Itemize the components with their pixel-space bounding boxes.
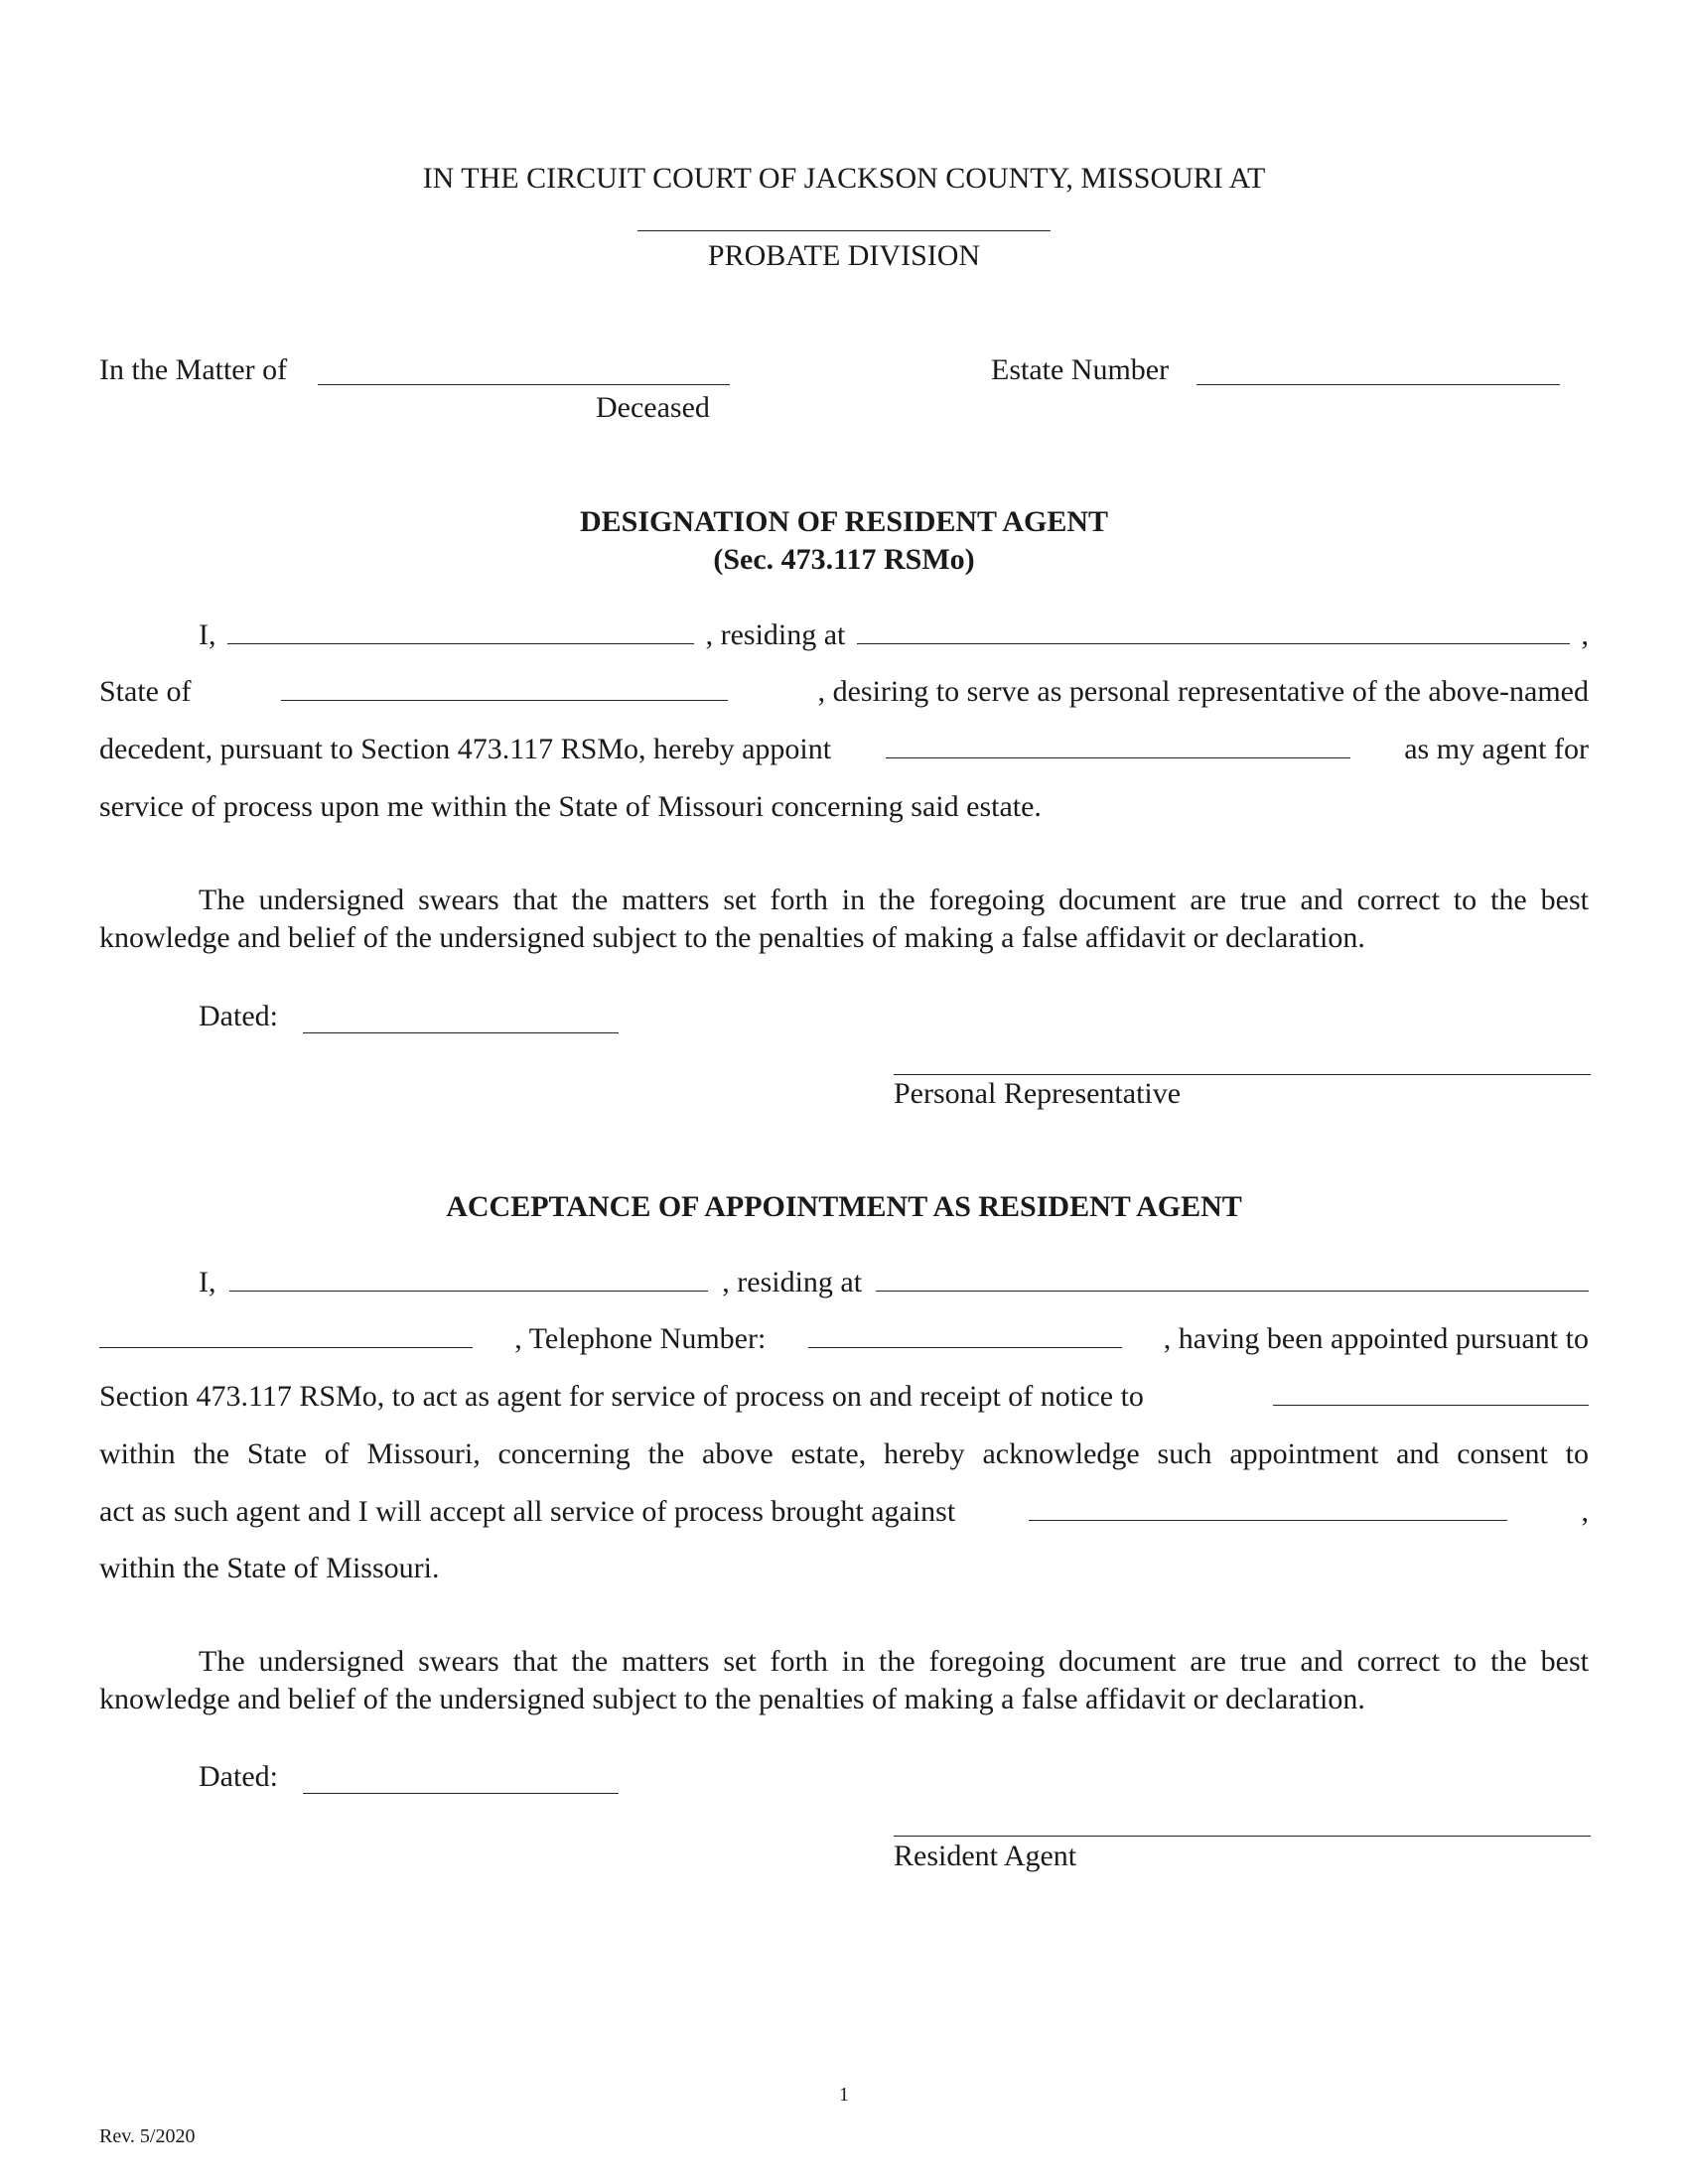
division-heading: PROBATE DIVISION bbox=[707, 239, 981, 272]
comma: , bbox=[1581, 618, 1589, 651]
acceptance-line-5 bbox=[99, 1494, 1589, 1530]
agent-signature-field[interactable] bbox=[894, 1836, 1591, 1837]
act-text: act as such agent and I will accept all service of process brought against bbox=[99, 1495, 956, 1528]
acceptance-date-field[interactable] bbox=[303, 1793, 619, 1794]
agent-address-field[interactable] bbox=[876, 1265, 1589, 1292]
designation-date-field[interactable] bbox=[303, 1032, 619, 1033]
agent-signature-label: Resident Agent bbox=[894, 1840, 1077, 1872]
notice-recipient-field[interactable] bbox=[1273, 1379, 1589, 1406]
revision-label: Rev. 5/2020 bbox=[99, 2125, 196, 2147]
agent-address-continued-field[interactable] bbox=[99, 1321, 473, 1348]
process-against-field[interactable] bbox=[1029, 1494, 1507, 1521]
section-text: Section 473.117 RSMo, to act as agent for service of process on and receipt of notice to bbox=[99, 1380, 1144, 1413]
deceased-label: Deceased bbox=[596, 391, 710, 424]
matter-label: In the Matter of bbox=[99, 353, 288, 386]
i-label: I, bbox=[199, 1266, 216, 1298]
telephone-field[interactable] bbox=[808, 1321, 1122, 1348]
designation-line-3 bbox=[99, 732, 1589, 767]
state-of-label: State of bbox=[99, 675, 192, 708]
designation-line-2 bbox=[99, 674, 1589, 710]
acceptance-line-2 bbox=[99, 1321, 1589, 1357]
residing-at-label: , residing at bbox=[722, 1266, 863, 1298]
acceptance-title: ACCEPTANCE OF APPOINTMENT AS RESIDENT AGENT bbox=[446, 1190, 1242, 1223]
agent-name-field[interactable] bbox=[886, 732, 1350, 758]
representative-address-field[interactable] bbox=[857, 617, 1570, 644]
court-heading: IN THE CIRCUIT COURT OF JACKSON COUNTY, MISSOURI AT bbox=[422, 162, 1266, 195]
representative-name-field[interactable] bbox=[227, 617, 694, 644]
designation-title: DESIGNATION OF RESIDENT AGENT bbox=[579, 505, 1109, 538]
agent-for-text: as my agent for bbox=[1404, 733, 1589, 765]
within-text: within the State of Missouri, concerning the above estate, hereby acknowledge such appointment and consent to bbox=[99, 1437, 1589, 1470]
acceptance-line-3 bbox=[99, 1379, 1589, 1415]
decedent-text: decedent, pursuant to Section 473.117 RSMo, hereby appoint bbox=[99, 733, 832, 765]
estate-number-field[interactable] bbox=[1196, 384, 1560, 385]
acceptance-oath: The undersigned swears that the matters set forth in the foregoing document are true and correct to the best knowledge and belief of the undersigned subject to the penalties of making a false affidavit or declaration. bbox=[99, 1645, 1589, 1715]
decedent-name-field[interactable] bbox=[318, 384, 730, 385]
estate-number-label: Estate Number bbox=[991, 353, 1170, 386]
agent-name-field[interactable] bbox=[229, 1265, 708, 1292]
page-number: 1 bbox=[839, 2084, 849, 2106]
acceptance-line-1 bbox=[199, 1265, 1589, 1300]
residing-at-label: , residing at bbox=[705, 618, 846, 651]
designation-line-1 bbox=[199, 617, 1589, 653]
acceptance-dated-label: Dated: bbox=[199, 1760, 278, 1793]
appointed-text: , having been appointed pursuant to bbox=[1163, 1322, 1589, 1355]
i-label: I, bbox=[199, 618, 216, 651]
designation-subtitle: (Sec. 473.117 RSMo) bbox=[713, 543, 975, 576]
designation-dated-label: Dated: bbox=[199, 1000, 278, 1032]
within-missouri-text: within the State of Missouri. bbox=[99, 1552, 440, 1584]
representative-signature-field[interactable] bbox=[894, 1074, 1591, 1075]
service-text: service of process upon me within the State of Missouri concerning said estate. bbox=[99, 790, 1042, 823]
telephone-label: , Telephone Number: bbox=[514, 1322, 767, 1355]
representative-state-field[interactable] bbox=[281, 674, 728, 701]
designation-oath: The undersigned swears that the matters set forth in the foregoing document are true and correct to the best knowledge and belief of the undersigned subject to the penalties of making a false affidavit or declaration. bbox=[99, 884, 1589, 954]
court-location-field[interactable] bbox=[637, 230, 1051, 231]
representative-signature-label: Personal Representative bbox=[894, 1077, 1182, 1110]
desiring-text: , desiring to serve as personal representative of the above-named bbox=[817, 675, 1589, 708]
comma: , bbox=[1581, 1495, 1589, 1528]
